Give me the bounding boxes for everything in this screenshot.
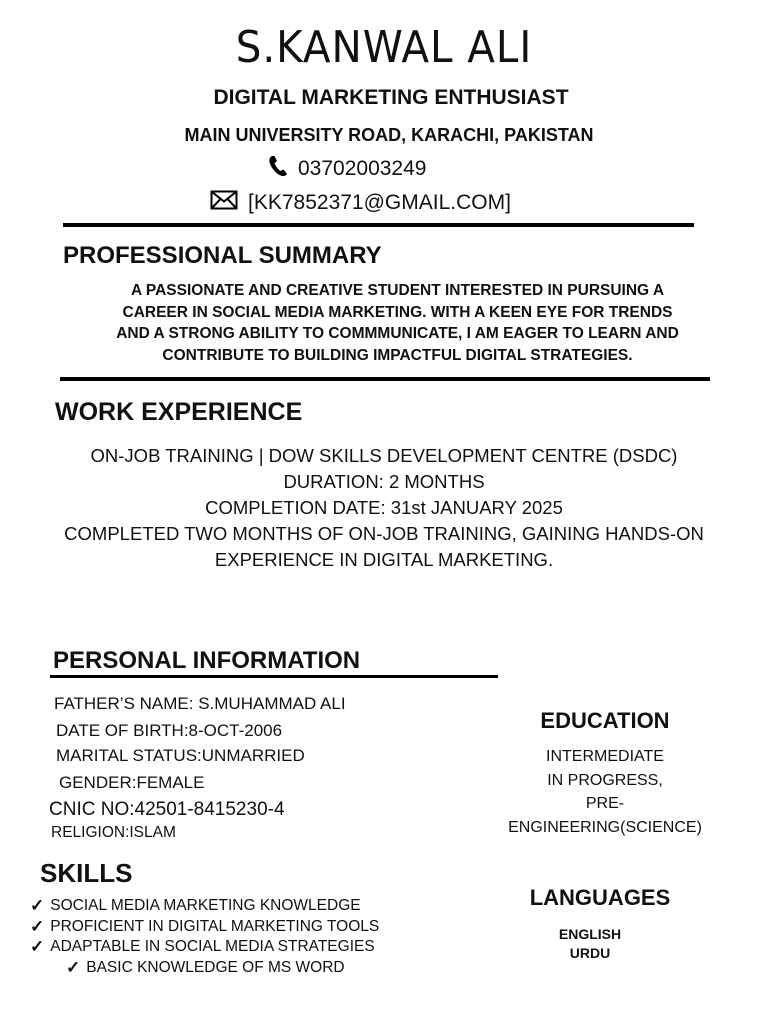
summary-line: CAREER IN SOCIAL MEDIA MARKETING. WITH A KEEN EYE FOR TRENDS — [122, 303, 673, 321]
skill-label: PROFICIENT IN DIGITAL MARKETING TOOLS — [50, 918, 380, 935]
header-divider — [63, 223, 694, 227]
skill-item — [30, 896, 361, 916]
checkmark-icon: ✓ — [66, 958, 81, 977]
education-details — [490, 745, 720, 839]
gender: GENDER:FEMALE — [59, 773, 205, 792]
marital-status: MARITAL STATUS:UNMARRIED — [56, 746, 305, 765]
education-line: ENGINEERING(SCIENCE) — [508, 818, 702, 836]
fathers-name: FATHER’S NAME: S.MUHAMMAD ALI — [54, 694, 346, 713]
checkmark-icon: ✓ — [30, 917, 45, 936]
envelope-icon — [210, 190, 238, 216]
work-details — [30, 443, 738, 573]
work-heading: WORK EXPERIENCE — [55, 398, 303, 426]
personal-heading: PERSONAL INFORMATION — [53, 647, 361, 674]
skill-label: ADAPTABLE IN SOCIAL MEDIA STRATEGIES — [50, 938, 375, 955]
languages-list — [540, 925, 640, 963]
skill-label: BASIC KNOWLEDGE OF MS WORD — [86, 959, 345, 976]
summary-line: CONTRIBUTE TO BUILDING IMPACTFUL DIGITAL STRATEGIES. — [162, 346, 633, 364]
resume-name: S.KANWAL ALI — [235, 22, 533, 73]
summary-text — [95, 280, 700, 366]
languages-heading: LANGUAGES — [529, 885, 671, 910]
summary-line: A PASSIONATE AND CREATIVE STUDENT INTERESTED IN PURSUING A — [130, 282, 665, 299]
resume-tagline: DIGITAL MARKETING ENTHUSIAST — [213, 86, 569, 109]
work-line: EXPERIENCE IN DIGITAL MARKETING. — [214, 549, 554, 570]
education-line: INTERMEDIATE — [546, 748, 664, 765]
email-address: [KK7852371@GMAIL.COM] — [248, 191, 511, 214]
cnic-number: CNIC NO:42501-8415230-4 — [49, 799, 285, 820]
skill-label: SOCIAL MEDIA MARKETING KNOWLEDGE — [50, 897, 361, 914]
work-line: ON-JOB TRAINING | DOW SKILLS DEVELOPMENT CENTRE (DSDC) — [90, 445, 678, 466]
date-of-birth: DATE OF BIRTH:8-OCT-2006 — [56, 721, 283, 740]
work-line: DURATION: 2 MONTHS — [283, 471, 485, 492]
phone-icon — [268, 155, 288, 183]
phone-contact — [268, 155, 426, 183]
work-line: COMPLETED TWO MONTHS OF ON-JOB TRAINING, GAINING HANDS-ON — [64, 523, 704, 544]
summary-line: AND A STRONG ABILITY TO COMMMUNICATE, I AM EAGER TO LEARN AND — [116, 325, 679, 342]
summary-divider — [60, 377, 710, 381]
checkmark-icon: ✓ — [30, 937, 45, 956]
language-item: ENGLISH — [558, 926, 622, 942]
language-item: URDU — [569, 945, 611, 961]
resume-address: MAIN UNIVERSITY ROAD, KARACHI, PAKISTAN — [184, 125, 594, 145]
work-line: COMPLETION DATE: 31st JANUARY 2025 — [205, 497, 563, 518]
skill-item — [30, 937, 375, 957]
summary-heading: PROFESSIONAL SUMMARY — [63, 242, 382, 269]
skill-item — [66, 958, 345, 978]
religion: RELIGION:ISLAM — [51, 824, 176, 841]
education-heading: EDUCATION — [540, 708, 670, 733]
education-line: IN PROGRESS, — [547, 771, 663, 789]
email-contact — [210, 190, 511, 216]
personal-underline — [50, 675, 498, 678]
education-line: PRE- — [585, 795, 625, 812]
skills-heading: SKILLS — [40, 858, 133, 888]
phone-number: 03702003249 — [298, 157, 427, 180]
checkmark-icon: ✓ — [30, 896, 45, 915]
skill-item — [30, 917, 379, 937]
